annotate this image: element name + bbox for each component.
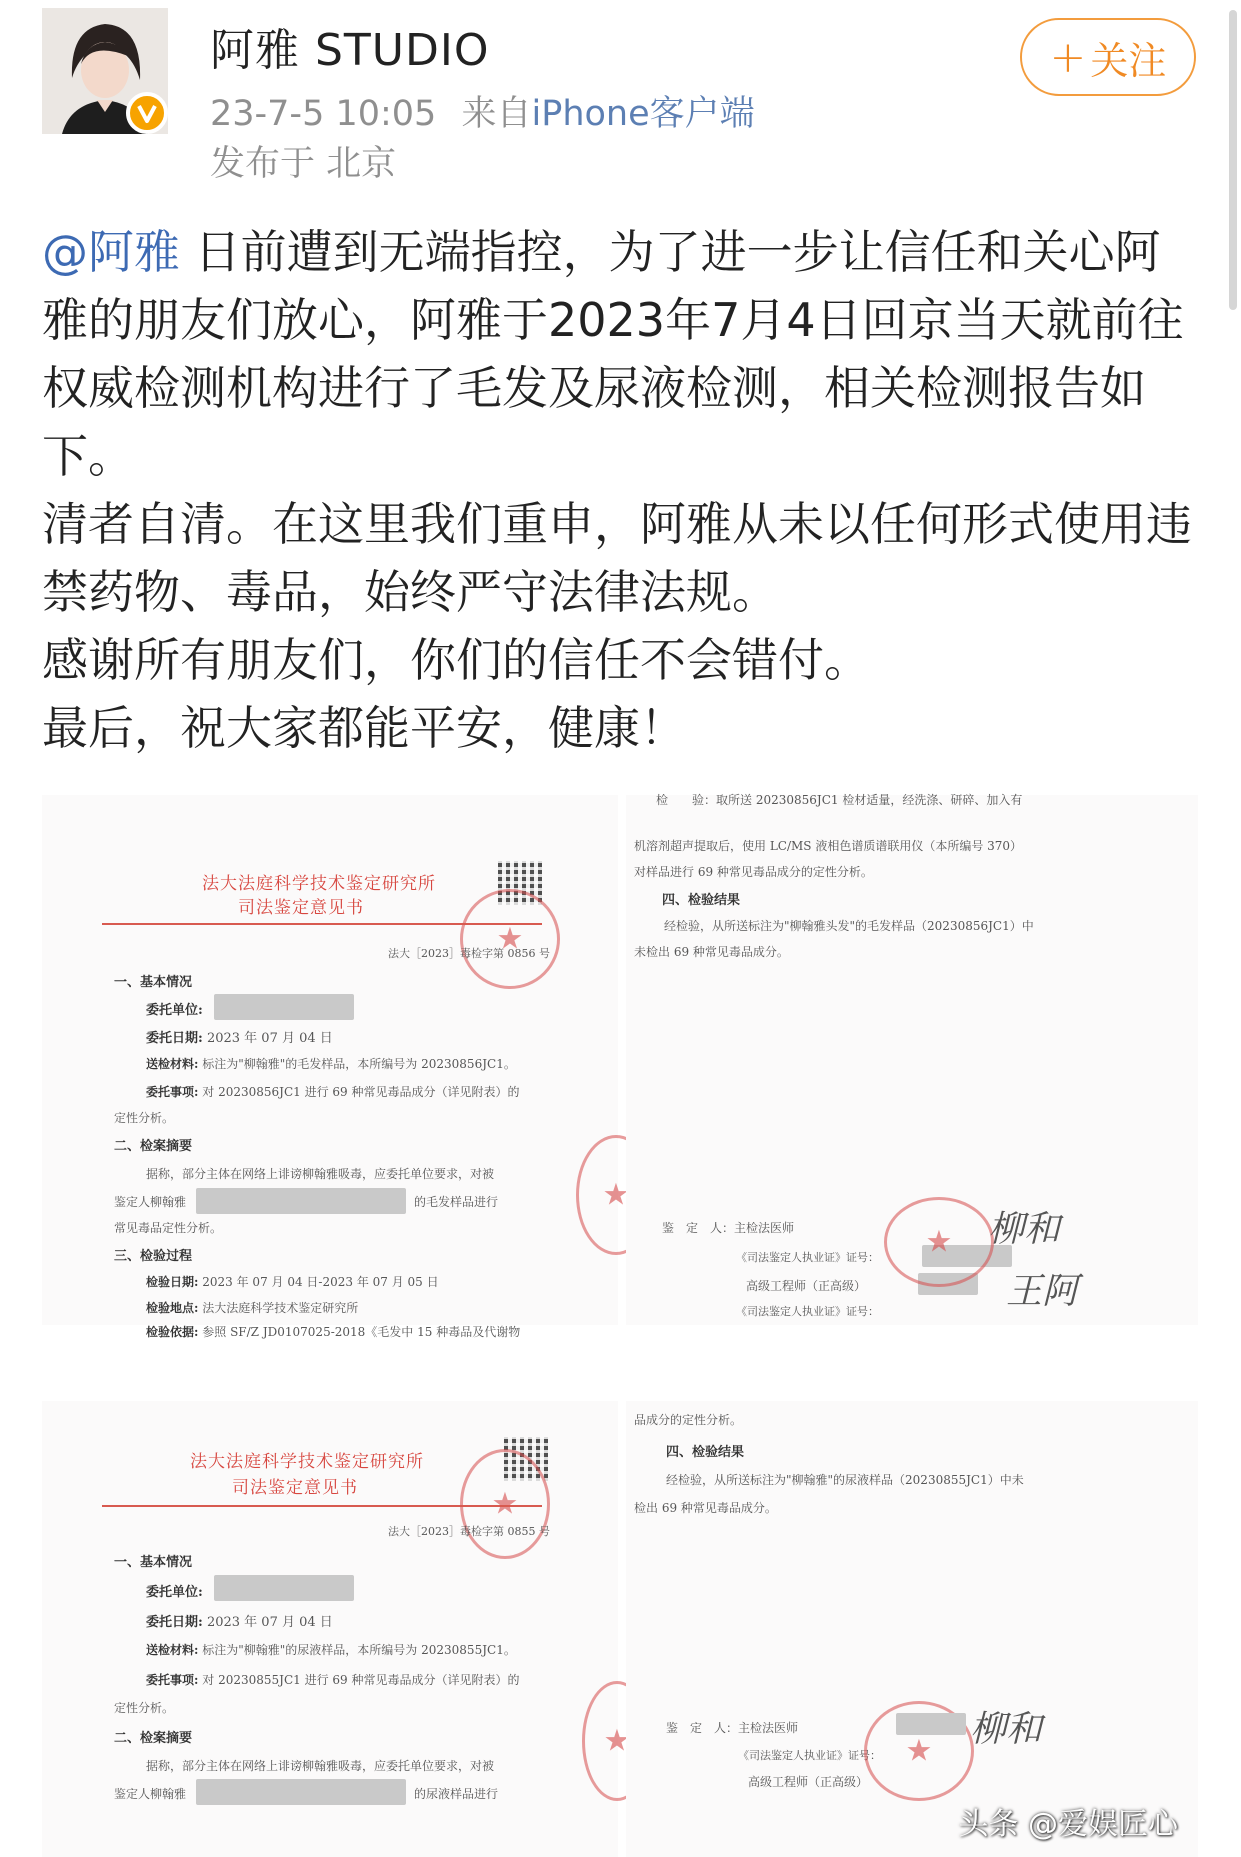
report-image-4[interactable] bbox=[626, 1401, 1198, 1857]
doc3-summary-1: 据称，部分主体在网络上诽谤柳翰雅吸毒，应委托单位要求，对被 bbox=[146, 1759, 495, 1773]
doc1-rule bbox=[102, 923, 542, 925]
report-image-3[interactable] bbox=[42, 1401, 618, 1857]
redaction bbox=[214, 1575, 354, 1601]
redaction bbox=[214, 994, 354, 1020]
follow-label: 关注 bbox=[1090, 38, 1167, 83]
watermark-text: 头条 @爱娱匠心 bbox=[958, 1807, 1178, 1842]
doc2-result-2: 未检出 69 种常见毒品成分。 bbox=[634, 945, 789, 959]
doc2-senior: 高级工程师（正高级） bbox=[746, 1279, 867, 1293]
doc3-s1: 一、基本情况 bbox=[114, 1555, 193, 1570]
doc4-senior: 高级工程师（正高级） bbox=[748, 1775, 869, 1789]
doc2-s4: 四、检验结果 bbox=[662, 893, 741, 908]
doc1-s1: 一、基本情况 bbox=[114, 975, 193, 990]
doc2-cert-1: 《司法鉴定人执业证》证号： bbox=[736, 1251, 879, 1264]
follow-button[interactable] bbox=[1020, 18, 1196, 96]
doc4-appraiser: 鉴 定 人：主检法医师 bbox=[666, 1721, 799, 1735]
doc3-matter: 委托事项: 对 20230855JC1 进行 69 种常见毒品成分（详见附表）的 bbox=[146, 1673, 520, 1687]
redaction bbox=[896, 1713, 966, 1735]
doc3-client: 委托单位: bbox=[146, 1585, 203, 1600]
doc3-material: 送检材料: 标注为"柳翰雅"的尿液样品，本所编号为 20230855JC1。 bbox=[146, 1643, 516, 1657]
doc1-material: 送检材料: 标注为"柳翰雅"的毛发样品，本所编号为 20230856JC1。 bbox=[146, 1057, 516, 1071]
doc1-matter-cont: 定性分析。 bbox=[114, 1111, 175, 1125]
report-image-1[interactable] bbox=[42, 795, 618, 1339]
doc1-summary-2a: 鉴定人柳翰雅 bbox=[114, 1195, 187, 1209]
doc3-date: 委托日期: 2023 年 07 月 04 日 bbox=[146, 1615, 333, 1630]
doc4-cert-1: 《司法鉴定人执业证》证号： bbox=[738, 1749, 881, 1762]
doc4-result-1: 经检验，从所送标注为"柳翰雅"的尿液样品（20230855JC1）中未 bbox=[666, 1473, 1024, 1487]
doc1-summary-2b: 的毛发样品进行 bbox=[414, 1195, 499, 1209]
source-device-link[interactable]: iPhone客户端 bbox=[531, 94, 755, 134]
doc4-line-1: 品成分的定性分析。 bbox=[634, 1413, 743, 1427]
doc2-result-1: 经检验，从所送标注为"柳翰雅头发"的毛发样品（20230856JC1）中 bbox=[664, 919, 1034, 933]
doc2-line-1: 检 验：取所送 20230856JC1 检材适量，经洗涤、研碎、加入有 bbox=[656, 793, 1023, 807]
report-image-2[interactable] bbox=[626, 795, 1198, 1325]
doc2-appraiser: 鉴 定 人：主检法医师 bbox=[662, 1221, 795, 1235]
post-paragraph-2: 清者自清。在这里我们重申，阿雅从未以任何形式使用违禁药物、毒品，始终严守法律法规。 bbox=[42, 497, 1192, 619]
doc1-basis: 检验依据: 参照 SF/Z JD0107025-2018《毛发中 15 种毒品及代谢物 bbox=[146, 1325, 521, 1339]
doc1-s3: 三、检验过程 bbox=[114, 1249, 193, 1264]
doc4-result-2: 检出 69 种常见毒品成分。 bbox=[634, 1501, 777, 1515]
doc1-title-1: 法大法庭科学技术鉴定研究所 bbox=[202, 874, 436, 894]
doc1-title-2: 司法鉴定意见书 bbox=[238, 898, 364, 918]
doc1-summary-3: 常见毒品定性分析。 bbox=[114, 1221, 223, 1235]
doc1-date: 委托日期: 2023 年 07 月 04 日 bbox=[146, 1031, 333, 1046]
location: 发布于 北京 bbox=[210, 144, 397, 184]
doc1-test-date: 检验日期: 2023 年 07 月 04 日-2023 年 07 月 05 日 bbox=[146, 1275, 439, 1289]
doc3-matter-cont: 定性分析。 bbox=[114, 1701, 175, 1715]
post-text bbox=[42, 218, 1202, 762]
doc3-number: 法大［2023］毒检字第 0855 号 bbox=[388, 1525, 550, 1538]
post-meta bbox=[210, 86, 755, 136]
doc1-summary-1: 据称，部分主体在网络上诽谤柳翰雅吸毒，应委托单位要求，对被 bbox=[146, 1167, 495, 1181]
mention-link[interactable]: @阿雅 bbox=[42, 225, 180, 279]
doc2-line-2: 机溶剂超声提取后，使用 LC/MS 液相色谱质谱联用仪（本所编号 370） bbox=[634, 839, 1023, 853]
doc3-summary-2b: 的尿液样品进行 bbox=[414, 1787, 499, 1801]
signature: 柳和 bbox=[970, 1709, 1043, 1750]
seal-icon bbox=[460, 889, 560, 989]
doc1-s2: 二、检案摘要 bbox=[114, 1139, 193, 1154]
doc1-matter: 委托事项: 对 20230856JC1 进行 69 种常见毒品成分（详见附表）的 bbox=[146, 1085, 520, 1099]
seal-icon bbox=[460, 1449, 550, 1559]
source-prefix: 来自 bbox=[461, 94, 532, 134]
scrollbar[interactable] bbox=[1229, 10, 1237, 310]
doc4-s4: 四、检验结果 bbox=[666, 1445, 745, 1460]
doc1-place: 检验地点: 法大法庭科学技术鉴定研究所 bbox=[146, 1301, 359, 1315]
post-paragraph-1: @阿雅 日前遭到无端指控，为了进一步让信任和关心阿雅的朋友们放心，阿雅于2023年7月4日回京当天就前往权威检测机构进行了毛发及尿液检测，相关检测报告如下。 bbox=[42, 225, 1184, 483]
image-grid bbox=[42, 795, 1198, 1857]
doc3-summary-2a: 鉴定人柳翰雅 bbox=[114, 1787, 187, 1801]
signature: 柳和 bbox=[988, 1209, 1061, 1250]
username[interactable]: 阿雅 STUDIO bbox=[210, 25, 490, 76]
post-paragraph-4: 最后，祝大家都能平安，健康！ bbox=[42, 701, 686, 755]
doc3-rule bbox=[102, 1505, 542, 1507]
doc2-line-3: 对样品进行 69 种常见毒品成分的定性分析。 bbox=[634, 865, 873, 879]
doc2-cert-2: 《司法鉴定人执业证》证号： bbox=[736, 1305, 879, 1318]
doc1-client: 委托单位: bbox=[146, 1003, 203, 1018]
doc1-number: 法大［2023］毒检字第 0856 号 bbox=[388, 947, 550, 960]
post-paragraph-3: 感谢所有朋友们，你们的信任不会错付。 bbox=[42, 633, 870, 687]
verified-badge-icon bbox=[126, 92, 168, 134]
doc3-title-1: 法大法庭科学技术鉴定研究所 bbox=[190, 1452, 424, 1472]
plus-icon: + bbox=[1049, 31, 1087, 83]
timestamp: 23-7-5 10:05 bbox=[210, 94, 437, 134]
signature: 王阿 bbox=[1006, 1271, 1079, 1312]
redaction bbox=[196, 1188, 406, 1214]
doc3-s2: 二、检案摘要 bbox=[114, 1731, 193, 1746]
seal-icon bbox=[884, 1197, 994, 1287]
redaction bbox=[196, 1779, 406, 1805]
doc3-title-2: 司法鉴定意见书 bbox=[232, 1478, 358, 1498]
